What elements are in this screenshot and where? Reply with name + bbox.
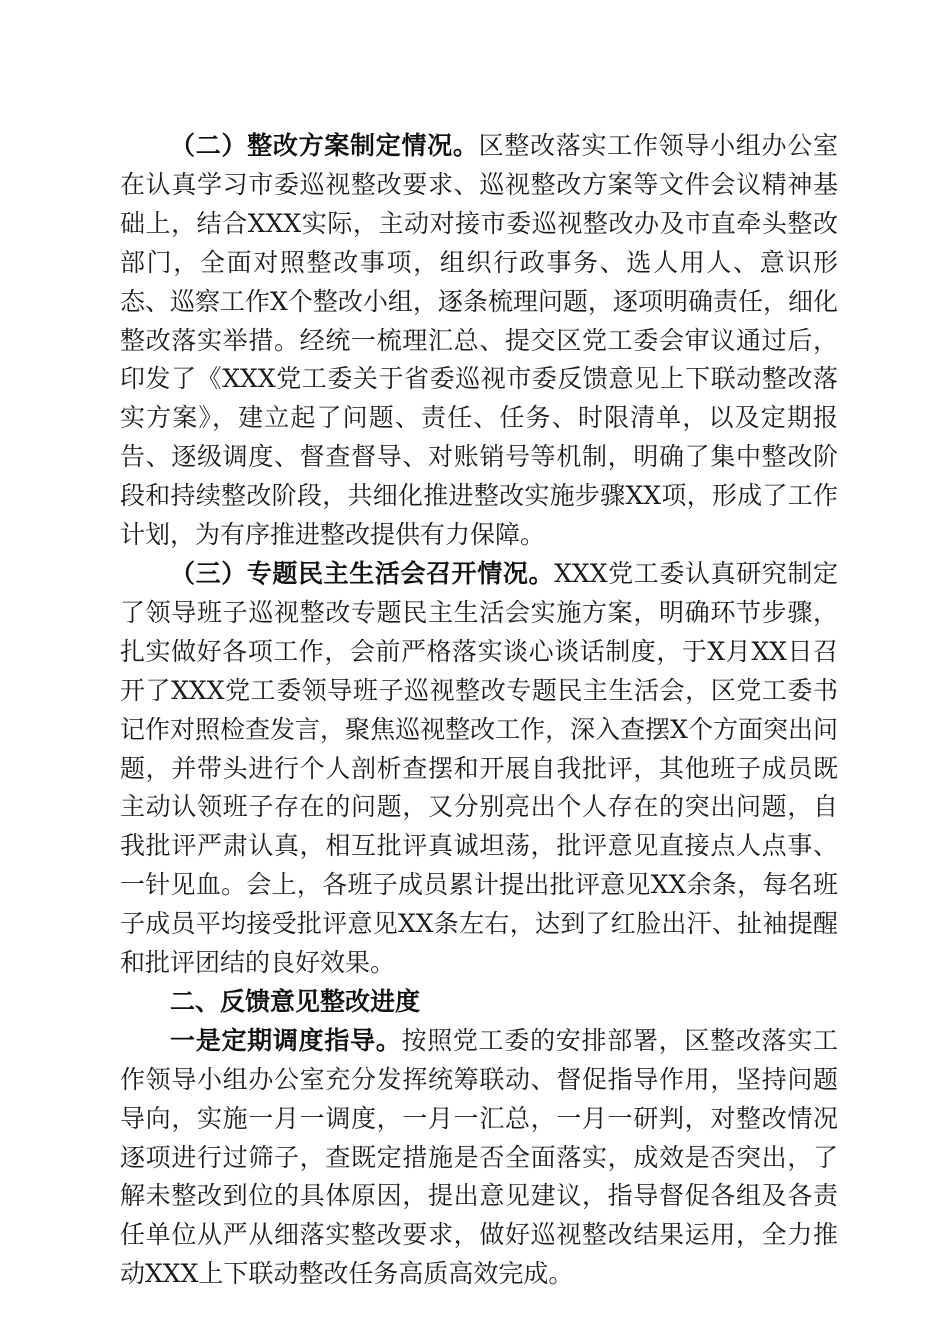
paragraph-democratic-life-meeting <box>120 555 838 983</box>
paragraph-text: 按照党工委的安排部署，区整改落实工作领导小组办公室充分发挥统筹联动、督促指导作用，坚持问题导向，实施一月一调度，一月一汇总，一月一研判，对整改情况逐项进行过筛子，查既定措施是否全面落实，成效是否突出，了解未整改到位的具体原因，提出意见建议，指导督促各组及各责任单位从严从细落实整改要求，做好巡视整改结果运用，全力推动XXX上下联动整改任务高质高效完成。 <box>120 1025 838 1289</box>
document-body <box>120 127 838 1294</box>
paragraph-text: 区整改落实工作领导小组办公室在认真学习市委巡视整改要求、巡视整改方案等文件会议精神基础上，结合XXX实际，主动对接市委巡视整改办及市直牵头整改部门，全面对照整改事项，组织行政事务、选人用人、意识形态、巡察工作X个整改小组，逐条梳理问题，逐项明确责任，细化整改落实举措。经统一梳理汇总、提交区党工委会审议通过后，印发了《XXX党工委关于省委巡视市委反馈意见上下联动整改落实方案》，建立起了问题、责任、任务、时限清单，以及定期报告、逐级调度、督查督导、对账销号等机制，明确了集中整改阶段和持续整改阶段，共细化推进整改实施步骤XX项，形成了工作计划，为有序推进整改提供有力保障。 <box>120 131 838 550</box>
paragraph-regular-dispatch <box>120 1022 838 1294</box>
paragraph-plan-formulation <box>120 127 838 555</box>
paragraph-lead: 一是定期调度指导。 <box>170 1025 402 1055</box>
paragraph-lead: （三）专题民主生活会召开情况。 <box>170 558 555 588</box>
paragraph-text: XXX党工委认真研究制定了领导班子巡视整改专题民主生活会实施方案，明确环节步骤，扎实做好各项工作，会前严格落实谈心谈话制度，于X月XX日召开了XXX党工委领导班子巡视整改专题民主生活会，区党工委书记作对照检查发言，聚焦巡视整改工作，深入查摆X个方面突出问题，并带头进行个人剖析查摆和开展自我批评，其他班子成员既主动认领班子存在的问题，又分别亮出个人存在的突出问题，自我批评严肃认真，相互批评真诚坦荡，批评意见直接点人点事、一针见血。会上，各班子成员累计提出批评意见XX余条，每名班子成员平均接受批评意见XX条左右，达到了红脸出汗、扯袖提醒和批评团结的良好效果。 <box>120 558 838 978</box>
paragraph-lead: （二）整改方案制定情况。 <box>170 131 479 160</box>
section-heading: 二、反馈意见整改进度 <box>170 986 421 1016</box>
